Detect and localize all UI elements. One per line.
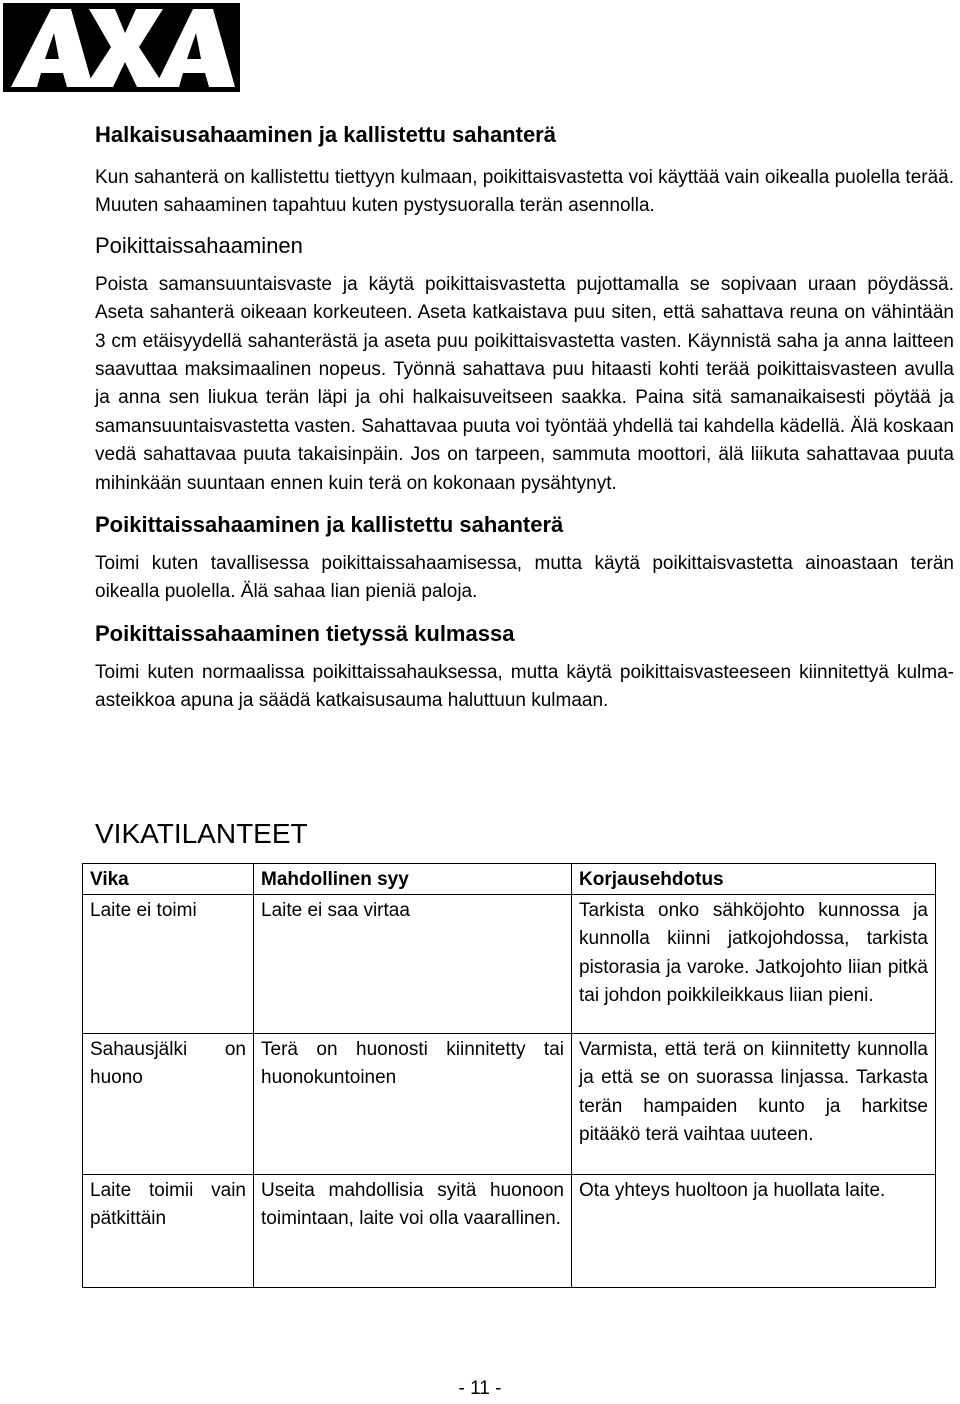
header-fault: Vika	[83, 864, 254, 895]
page-number: - 11 -	[458, 1378, 502, 1399]
table-row	[83, 895, 936, 1034]
fix-cell: Tarkista onko sähköjohto kunnossa ja kunnolla kiinni jatkojohdossa, tarkista pistorasia ja varoke. Jatkojohto liian pitkä tai johdon poikkileikkaus liian pieni.	[572, 895, 936, 1034]
section-heading-crosscut: Poikittaissahaaminen	[95, 232, 303, 258]
header-fix: Korjausehdotus	[572, 864, 936, 895]
section-heading-rip-bevel: Halkaisusahaaminen ja kallistettu sahanterä	[95, 122, 556, 147]
section-heading-crosscut-bevel: Poikittaissahaaminen ja kallistettu sahanterä	[95, 512, 564, 538]
faults-table	[82, 863, 936, 1288]
section-heading-crosscut-angle: Poikittaissahaaminen tietyssä kulmassa	[95, 620, 515, 646]
axa-logo	[3, 3, 240, 92]
table-row	[83, 1175, 936, 1288]
header-cause: Mahdollinen syy	[254, 864, 572, 895]
fix-cell: Varmista, että terä on kiinnitetty kunnolla ja että se on suorassa linjassa. Tarkasta terän hampaiden kunto ja harkitse pitääkö terä vaihtaa uuteen.	[572, 1034, 936, 1175]
fault-cell: Sahausjälki on huono	[83, 1034, 254, 1175]
axa-logo-graphic	[3, 3, 240, 92]
cause-cell: Useita mahdollisia syitä huonoon toimintaan, laite voi olla vaarallinen.	[254, 1175, 572, 1288]
fault-cell: Laite ei toimi	[83, 895, 254, 1034]
fix-cell: Ota yhteys huoltoon ja huollata laite.	[572, 1175, 936, 1288]
cause-cell: Laite ei saa virtaa	[254, 895, 572, 1034]
cause-cell: Terä on huonosti kiinnitetty tai huonokuntoinen	[254, 1034, 572, 1175]
fault-cell: Laite toimii vain pätkittäin	[83, 1175, 254, 1288]
table-header-row	[83, 864, 936, 895]
table-row	[83, 1034, 936, 1175]
section-text-crosscut-bevel: Toimi kuten tavallisessa poikittaissahaamisessa, mutta käytä poikittaisvastetta ainoastaan terän oikealla puolella. Älä sahaa lian pieniä paloja.	[95, 553, 954, 603]
section-text-rip-bevel: Kun sahanterä on kallistettu tiettyyn kulmaan, poikittaisvastetta voi käyttää vain oikealla puolella terää. Muuten sahaaminen tapahtuu kuten pystysuoralla terän asennolla.	[95, 167, 954, 217]
section-text-crosscut: Poista samansuuntaisvaste ja käytä poikittaisvastetta pujottamalla se sopivaan uraan pöydässä. Aseta sahanterä oikeaan korkeuteen. Aseta katkaistava puu siten, että sahattava reuna on vähintään 3 cm etäisyydellä sahanterästä ja aseta puu poikittaisvastetta vasten. Käynnistä saha ja anna laitteen saavuttaa maksimaalinen nopeus. Työnnä sahattava puu hitaasti kohti terää poikittaisvasteen avulla ja anna sen liukua terän läpi ja ohi halkaisuveitseen saakka. Paina sitä samanaikaisesti pöytää ja samansuuntaisvastetta vasten. Sahattavaa puuta voi työntää yhdellä tai kahdella kädellä. Älä koskaan vedä sahattavaa puuta takaisinpäin. Jos on tarpeen, sammuta moottori, älä liikuta sahattavaa puuta mihinkään suuntaan ennen kuin terä on kokonaan pysähtynyt.	[95, 273, 954, 494]
section-text-crosscut-angle: Toimi kuten normaalissa poikittaissahauksessa, mutta käytä poikittaisvasteeseen kiinnitettyä kulma-asteikkoa apuna ja säädä katkaisusauma haluttuun kulmaan.	[95, 661, 954, 712]
faults-title: VIKATILANTEET	[95, 818, 308, 849]
instructions	[95, 118, 954, 724]
